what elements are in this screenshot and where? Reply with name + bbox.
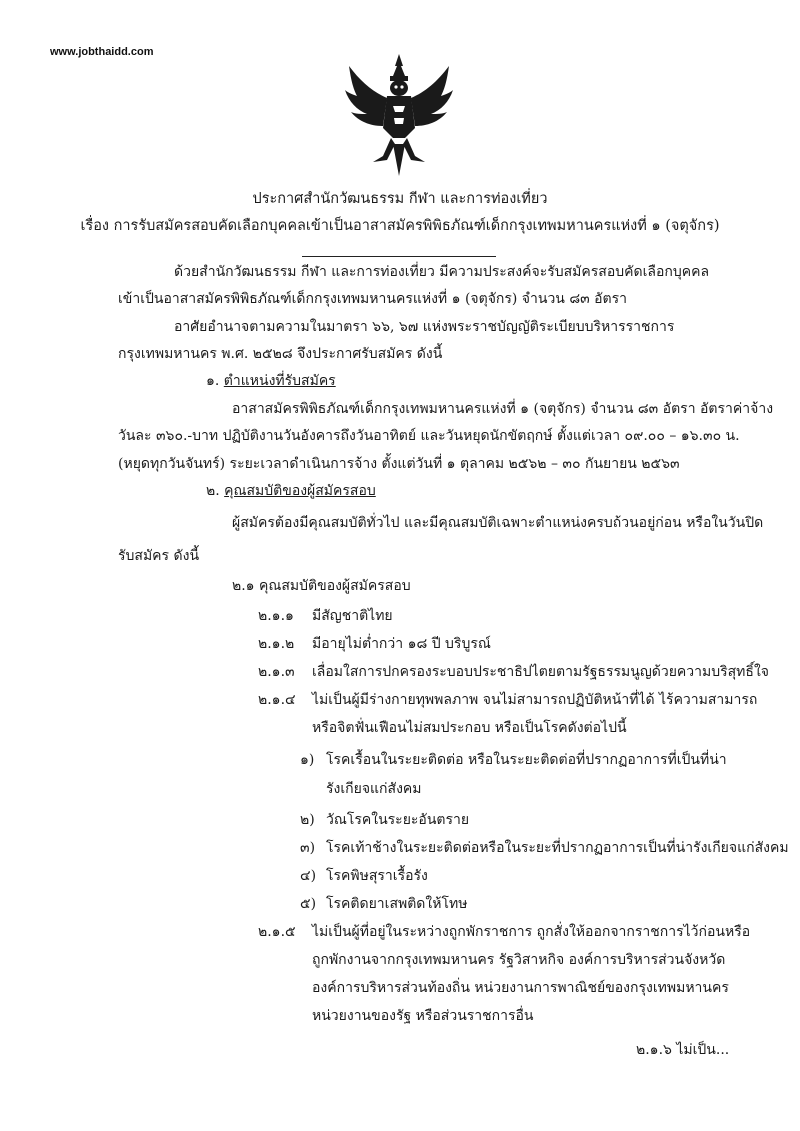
qualification-item: ๒.๑.๔ ไม่เป็นผู้มีร่างกายทุพพลภาพ จนไม่สามารถปฏิบัติหน้าที่ได้ ไร้ความสามารถ [258, 692, 758, 708]
section-2-1-heading: ๒.๑ คุณสมบัติของผู้สมัครสอบ [232, 578, 411, 594]
section-2-line-2: รับสมัคร ดังนี้ [118, 548, 200, 564]
disease-item: ๑) โรคเรื้อนในระยะติดต่อ หรือในระยะติดต่อที่ปรากฏอาการที่เป็นที่น่า [300, 752, 727, 768]
disease-item: ๔) โรคพิษสุราเรื้อรัง [300, 868, 428, 884]
section-2-title: คุณสมบัติของผู้สมัครสอบ [224, 483, 376, 499]
garuda-emblem-icon [343, 52, 455, 180]
qualification-item: ๒.๑.๕ ไม่เป็นผู้ที่อยู่ในระหว่างถูกพักราชการ ถูกสั่งให้ออกจากราชการไว้ก่อนหรือ [258, 924, 751, 940]
intro-line-4: กรุงเทพมหานคร พ.ศ. ๒๕๒๘ จึงประกาศรับสมัคร ดังนี้ [118, 346, 443, 362]
section-2-line-1: ผู้สมัครต้องมีคุณสมบัติทั่วไป และมีคุณสมบัติเฉพาะตำแหน่งครบถ้วนอยู่ก่อน หรือในวันปิด [232, 515, 764, 531]
qualification-item-continuation: ถูกพักงานจากกรุงเทพมหานคร รัฐวิสาหกิจ องค์การบริหารส่วนจังหวัด [312, 952, 726, 968]
section-1-title: ตำแหน่งที่รับสมัคร [223, 373, 336, 389]
intro-line-1: ด้วยสำนักวัฒนธรรม กีฬา และการท่องเที่ยว มีความประสงค์จะรับสมัครสอบคัดเลือกบุคคล [174, 264, 710, 280]
section-1-line-1: อาสาสมัครพิพิธภัณฑ์เด็กกรุงเทพมหานครแห่งที่ ๑ (จตุจักร) จำนวน ๘๓ อัตรา อัตราค่าจ้าง [232, 401, 774, 417]
qualification-item-continuation: หรือจิตฟั่นเฟือนไม่สมประกอบ หรือเป็นโรคดังต่อไปนี้ [312, 720, 627, 736]
page-continuation: ๒.๑.๖ ไม่เป็น... [636, 1042, 730, 1058]
disease-item: ๓) โรคเท้าช้างในระยะติดต่อหรือในระยะที่ปรากฏอาการเป็นที่น่ารังเกียจแก่สังคม [300, 840, 789, 856]
qualification-item: ๒.๑.๑ มีสัญชาติไทย [258, 608, 393, 624]
section-1-number: ๑. [206, 373, 220, 389]
qualification-item-continuation: หน่วยงานของรัฐ หรือส่วนราชการอื่น [312, 1008, 534, 1024]
disease-item: ๕) โรคติดยาเสพติดให้โทษ [300, 896, 468, 912]
title-divider [302, 256, 496, 257]
section-1-line-3: (หยุดทุกวันจันทร์) ระยะเวลาดำเนินการจ้าง ตั้งแต่วันที่ ๑ ตุลาคม ๒๕๖๒ – ๓๐ กันยายน ๒๕๖๓ [118, 456, 680, 472]
qualification-item: ๒.๑.๒ มีอายุไม่ต่ำกว่า ๑๘ ปี บริบูรณ์ [258, 636, 491, 652]
section-1-heading [206, 371, 336, 391]
qualification-item: ๒.๑.๓ เลื่อมใสการปกครองระบอบประชาธิปไตยตามรัฐธรรมนูญด้วยความบริสุทธิ์ใจ [258, 664, 769, 680]
section-2-number: ๒. [206, 483, 220, 499]
announcement-subject: เรื่อง การรับสมัครสอบคัดเลือกบุคคลเข้าเป็นอาสาสมัครพิพิธภัณฑ์เด็กกรุงเทพมหานครแห่งที่ ๑ (จตุจักร) [80, 218, 720, 234]
intro-line-3: อาศัยอำนาจตามความในมาตรา ๖๖, ๖๗ แห่งพระราชบัญญัติระเบียบบริหารราชการ [174, 319, 675, 335]
section-1-line-2: วันละ ๓๖๐.-บาท ปฏิบัติงานวันอังคารถึงวันอาทิตย์ และวันหยุดนักขัตฤกษ์ ตั้งแต่เวลา ๐๙.๐๐ – ๑๖.๓๐ น. [118, 428, 740, 444]
section-2-heading [206, 481, 376, 501]
announcement-title: ประกาศสำนักวัฒนธรรม กีฬา และการท่องเที่ยว [252, 191, 548, 207]
disease-item: ๒) วัณโรคในระยะอันตราย [300, 812, 470, 828]
intro-line-2: เข้าเป็นอาสาสมัครพิพิธภัณฑ์เด็กกรุงเทพมหานครแห่งที่ ๑ (จตุจักร) จำนวน ๘๓ อัตรา [118, 291, 628, 307]
watermark: www.jobthaidd.com [50, 46, 154, 58]
qualification-item-continuation: องค์การบริหารส่วนท้องถิ่น หน่วยงานการพาณิชย์ของกรุงเทพมหานคร [312, 980, 729, 996]
disease-item-continuation: รังเกียจแก่สังคม [326, 781, 422, 797]
